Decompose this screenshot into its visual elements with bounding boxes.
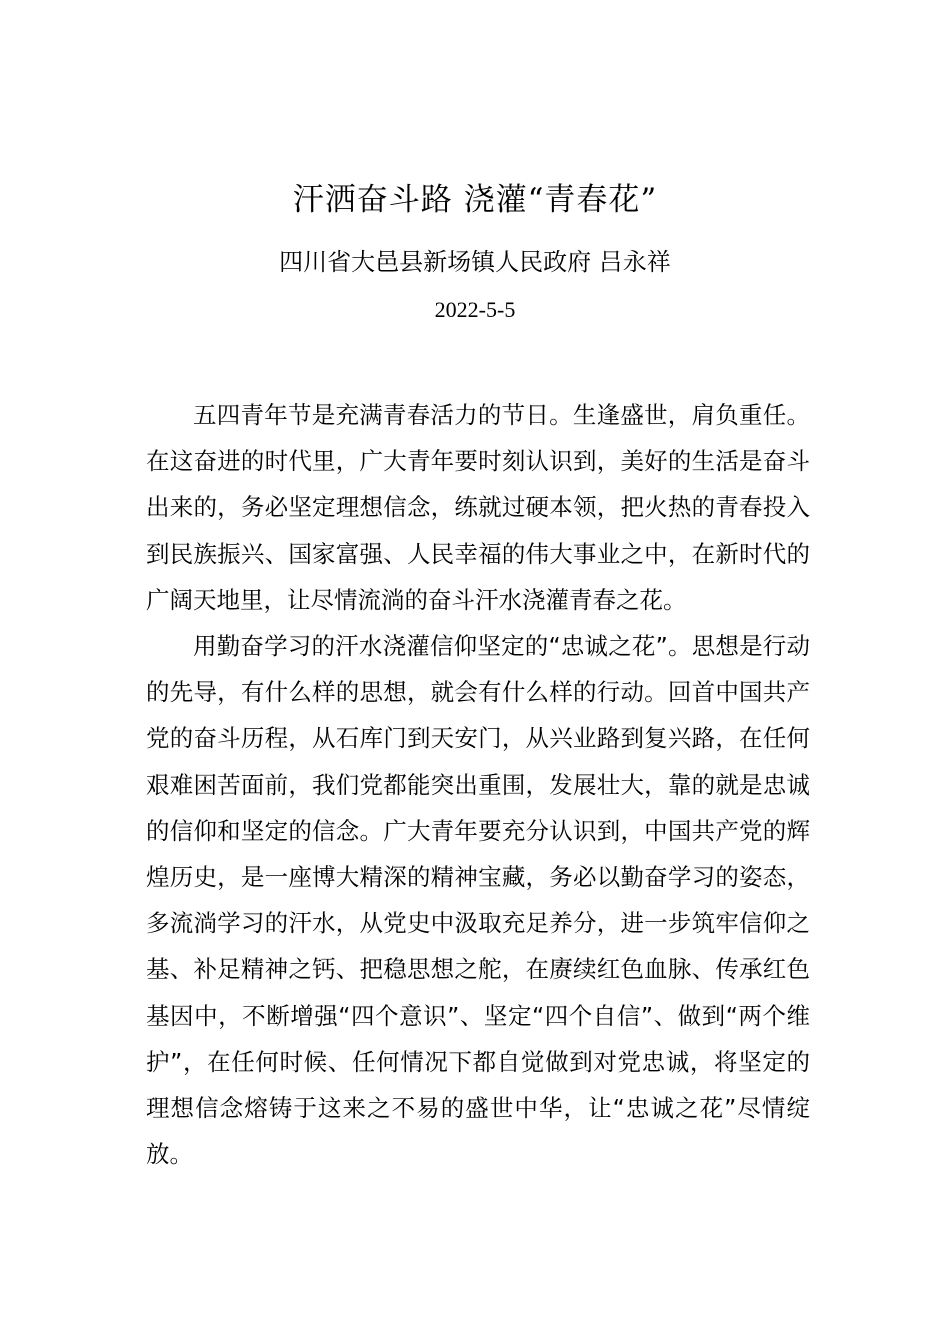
- paragraph-1: 五四青年节是充满青春活力的节日。生逢盛世，肩负重任。在这奋进的时代里，广大青年要时刻认识到，美好的生活是奋斗出来的，务必坚定理想信念，练就过硬本领，把火热的青春投入到民族振兴、国家富强、人民幸福的伟大事业之中，在新时代的广阔天地里，让尽情流淌的奋斗汗水浇灌青春之花。: [146, 401, 810, 614]
- document-body: [146, 392, 810, 1177]
- paragraph-2: 用勤奋学习的汗水浇灌信仰坚定的“忠诚之花”。思想是行动的先导，有什么样的思想，就会有什么样的行动。回首中国共产党的奋斗历程，从石库门到天安门，从兴业路到复兴路，在任何艰难困苦面前，我们党都能突出重围，发展壮大，靠的就是忠诚的信仰和坚定的信念。广大青年要充分认识到，中国共产党的辉煌历史，是一座博大精深的精神宝藏，务必以勤奋学习的姿态，多流淌学习的汗水，从党史中汲取充足养分，进一步筑牢信仰之基、补足精神之钙、把稳思想之舵，在赓续红色血脉、传承红色基因中，不断增强“四个意识”、坚定“四个自信”、做到“两个维护”，在任何时候、任何情况下都自觉做到对党忠诚，将坚定的理想信念熔铸于这来之不易的盛世中华，让“忠诚之花”尽情绽放。: [146, 632, 810, 1169]
- document-title: 汗洒奋斗路 浇灌“青春花”: [292, 182, 658, 218]
- author-line: 四川省大邑县新场镇人民政府 吕永祥: [279, 248, 671, 276]
- document-date: 2022-5-5: [434, 297, 516, 322]
